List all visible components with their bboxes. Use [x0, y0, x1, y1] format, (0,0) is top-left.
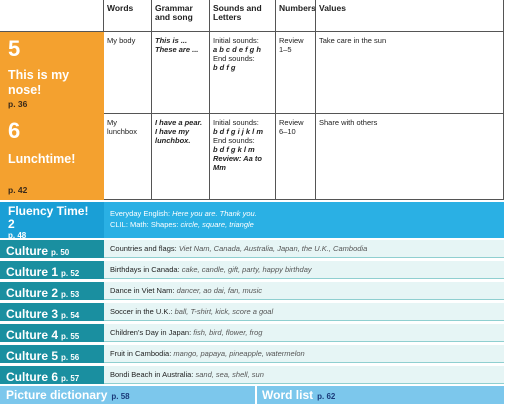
- unit-5-words: [104, 32, 152, 114]
- culture-content: [104, 303, 504, 321]
- words-line: lunchbox: [107, 127, 138, 136]
- sounds-line: b d f g k l m: [213, 145, 255, 154]
- culture-page: p. 56: [61, 353, 80, 362]
- unit-6-words: [104, 114, 152, 200]
- culture-label[interactable]: [0, 261, 104, 279]
- culture-content: [104, 324, 504, 342]
- culture-title: Culture: [6, 244, 48, 258]
- unit-5-numbers: [276, 32, 316, 114]
- culture-title: Culture 4: [6, 328, 59, 342]
- numbers-line: 6–10: [279, 127, 296, 136]
- culture-items: mango, papaya, pineapple, watermelon: [173, 349, 305, 358]
- culture-topic: Fruit in Cambodia:: [110, 349, 172, 358]
- sounds-line: Initial sounds:: [213, 36, 259, 45]
- unit-6-grammar: [152, 114, 210, 200]
- bottom-bar: [0, 386, 504, 404]
- fluency-line2-text: circle, square, triangle: [180, 220, 254, 229]
- picture-dictionary-title: Picture dictionary: [6, 388, 108, 402]
- culture-row: [0, 324, 504, 342]
- sounds-line: b d f g i j k l m: [213, 127, 264, 136]
- header-values: Values: [316, 0, 504, 32]
- unit-5-sounds: [210, 32, 276, 114]
- fluency-page: p. 48: [8, 231, 27, 240]
- culture-label[interactable]: [0, 366, 104, 384]
- grammar-line: These are ...: [155, 45, 199, 54]
- sounds-line: Mm: [213, 163, 226, 172]
- culture-topic: Countries and flags:: [110, 244, 177, 253]
- numbers-line: 1–5: [279, 45, 292, 54]
- culture-label[interactable]: [0, 240, 104, 258]
- words-text: My body: [107, 36, 136, 45]
- unit-6-values: [316, 114, 504, 200]
- grammar-line: I have a pear.: [155, 118, 203, 127]
- word-list-title: Word list: [262, 388, 314, 402]
- culture-content: [104, 366, 504, 384]
- culture-content: [104, 282, 504, 300]
- fluency-title: Fluency Time! 2: [8, 204, 89, 231]
- culture-items: sand, sea, shell, sun: [195, 370, 264, 379]
- culture-title: Culture 5: [6, 349, 59, 363]
- culture-page: p. 54: [61, 311, 80, 320]
- header-words: Words: [104, 0, 152, 32]
- grammar-line: lunchbox.: [155, 136, 191, 145]
- sounds-line: a b c d e f g h: [213, 45, 261, 54]
- culture-page: p. 55: [61, 332, 80, 341]
- sounds-line: Initial sounds:: [213, 118, 259, 127]
- unit-title: Lunchtime!: [8, 152, 76, 166]
- fluency-row: [0, 202, 504, 238]
- unit-6-numbers: [276, 114, 316, 200]
- culture-topic: Dance in Viet Nam:: [110, 286, 175, 295]
- fluency-line2-label: CLIL: Math: Shapes:: [110, 220, 179, 229]
- numbers-line: Review: [279, 118, 304, 127]
- numbers-line: Review: [279, 36, 304, 45]
- culture-row: [0, 366, 504, 384]
- culture-title: Culture 1: [6, 265, 59, 279]
- fluency-line1-label: Everyday English:: [110, 209, 171, 218]
- culture-items: Viet Nam, Canada, Australia, Japan, the U.K., Cambodia: [178, 244, 368, 253]
- culture-page: p. 50: [51, 248, 70, 257]
- unit-number: 6: [8, 118, 21, 143]
- header-blank: [0, 0, 104, 32]
- culture-title: Culture 6: [6, 370, 59, 384]
- culture-items: cake, candle, gift, party, happy birthday: [181, 265, 312, 274]
- fluency-content: [110, 208, 257, 230]
- unit-6-sounds: [210, 114, 276, 200]
- culture-label[interactable]: [0, 303, 104, 321]
- unit-6-label[interactable]: [0, 114, 104, 200]
- sounds-line: End sounds:: [213, 136, 255, 145]
- culture-row: [0, 261, 504, 279]
- sounds-line: b d f g: [213, 63, 236, 72]
- header-grammar: Grammar and song: [152, 0, 210, 32]
- header-numbers: Numbers: [276, 0, 316, 32]
- header-sounds: Sounds and Letters: [210, 0, 276, 32]
- culture-topic: Children’s Day in Japan:: [110, 328, 192, 337]
- word-list-link[interactable]: [262, 387, 335, 405]
- grammar-line: I have my: [155, 127, 190, 136]
- culture-row: [0, 282, 504, 300]
- culture-title: Culture 2: [6, 286, 59, 300]
- culture-label[interactable]: [0, 324, 104, 342]
- unit-5-values: [316, 32, 504, 114]
- sounds-line: Review: Aa to: [213, 154, 262, 163]
- bottom-divider: [255, 386, 257, 404]
- unit-number: 5: [8, 36, 21, 61]
- grammar-line: This is ...: [155, 36, 188, 45]
- unit-5-grammar: [152, 32, 210, 114]
- culture-row: [0, 303, 504, 321]
- word-list-page: p. 62: [317, 392, 336, 401]
- culture-row: [0, 240, 504, 258]
- culture-page: p. 53: [61, 290, 80, 299]
- unit-5-label[interactable]: [0, 32, 104, 114]
- culture-page: p. 57: [61, 374, 80, 383]
- culture-content: [104, 345, 504, 363]
- culture-content: [104, 261, 504, 279]
- fluency-label[interactable]: [0, 202, 104, 238]
- culture-topic: Bondi Beach in Australia:: [110, 370, 194, 379]
- picture-dictionary-link[interactable]: [6, 387, 130, 405]
- values-text: Share with others: [319, 118, 378, 127]
- culture-items: ball, T-shirt, kick, score a goal: [174, 307, 274, 316]
- unit-page: p. 36: [8, 99, 28, 109]
- unit-title: This is my nose!: [8, 68, 70, 97]
- culture-title: Culture 3: [6, 307, 59, 321]
- culture-label[interactable]: [0, 345, 104, 363]
- culture-label[interactable]: [0, 282, 104, 300]
- culture-items: fish, bird, flower, frog: [193, 328, 263, 337]
- fluency-line1-text: Here you are. Thank you.: [172, 209, 257, 218]
- culture-items: dancer, ao dai, fan, music: [176, 286, 263, 295]
- unit-page: p. 42: [8, 185, 28, 195]
- culture-row: [0, 345, 504, 363]
- picture-dictionary-page: p. 58: [111, 392, 130, 401]
- culture-topic: Birthdays in Canada:: [110, 265, 180, 274]
- words-line: My: [107, 118, 117, 127]
- values-text: Take care in the sun: [319, 36, 387, 45]
- sounds-line: End sounds:: [213, 54, 255, 63]
- culture-page: p. 52: [61, 269, 80, 278]
- culture-topic: Soccer in the U.K.:: [110, 307, 173, 316]
- culture-content: [104, 240, 504, 258]
